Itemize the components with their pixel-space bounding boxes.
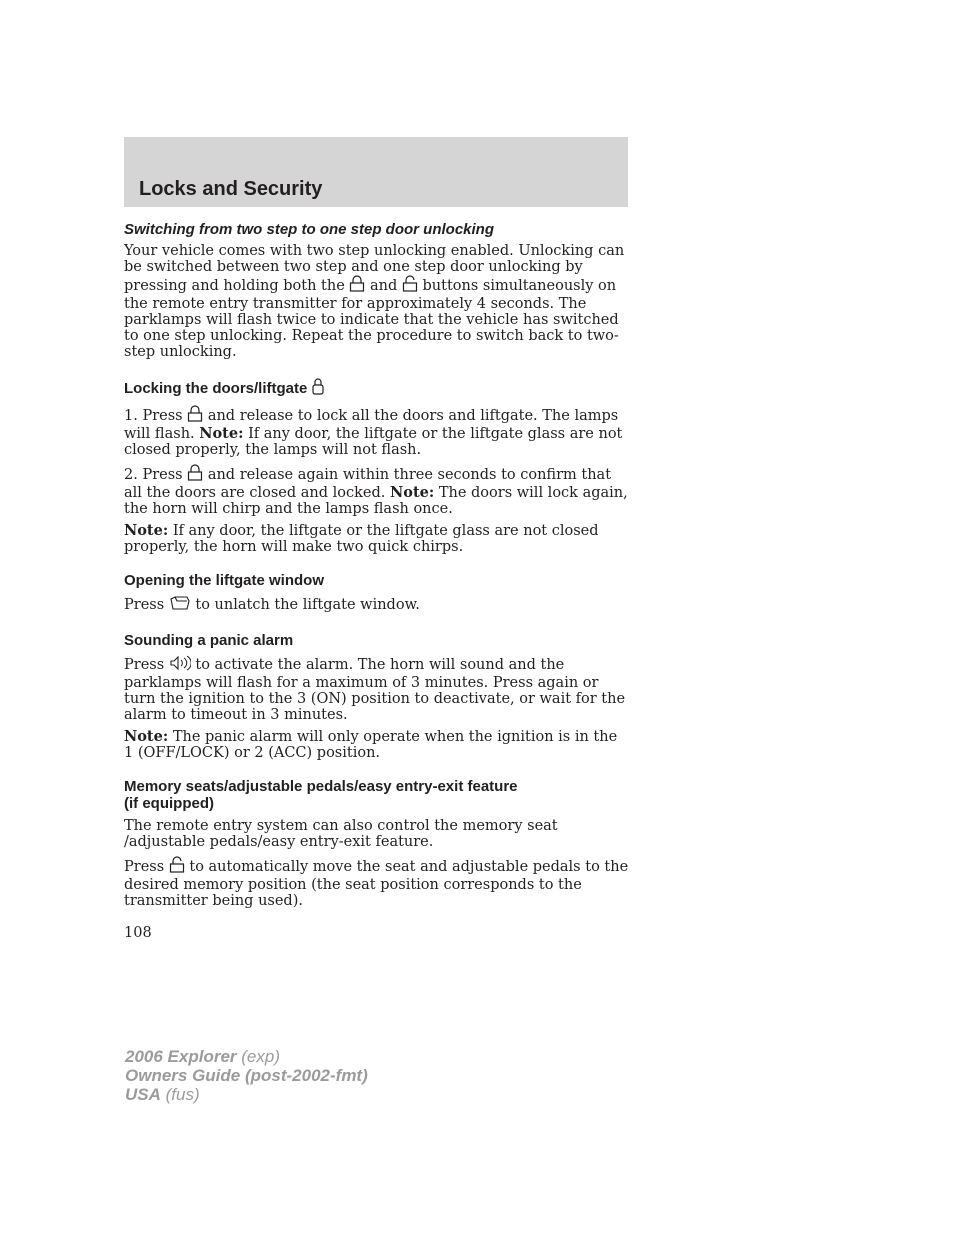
locking-p1-b: and release to lock all the doors and liftgate. The lamps will flash.	[124, 408, 619, 442]
locking-heading	[124, 377, 630, 399]
lock-icon	[312, 377, 324, 399]
locking-paragraph-2	[124, 464, 630, 517]
footer-market-code: (fus)	[165, 1085, 200, 1104]
locking-heading-text: Locking the doors/liftgate	[124, 380, 308, 397]
liftgate-paragraph	[124, 595, 630, 615]
panic-paragraph-2	[124, 729, 630, 761]
panic-paragraph-1	[124, 655, 630, 723]
locking-p2-c: The doors will lock again, the horn will chirp and the lamps flash once.	[124, 485, 628, 517]
memory-heading-line2: (if equipped)	[124, 795, 214, 812]
note-label: Note:	[390, 484, 435, 501]
note-label: Note:	[124, 728, 169, 745]
panic-p1-a: Press	[124, 657, 165, 673]
locking-p1-c: If any door, the liftgate or the liftgate glass are not closed properly, the lamps will not flash.	[124, 426, 623, 458]
switching-text-c: buttons simultaneously on the remote entry transmitter for approximately 4 seconds. The parklamps will flash twice to indicate that the vehicle has switched to one step unlocking. Repeat the procedure to switch back to two-step unlocking.	[124, 278, 619, 360]
lock-icon	[349, 275, 365, 296]
locking-paragraph-3	[124, 523, 630, 555]
memory-paragraph-2	[124, 856, 630, 909]
footer-market: USA	[125, 1085, 161, 1104]
panic-heading: Sounding a panic alarm	[124, 632, 294, 649]
unlock-icon	[169, 856, 185, 877]
locking-p2-a: 2. Press	[124, 467, 183, 483]
footer	[125, 1047, 368, 1104]
lock-icon	[187, 464, 203, 485]
footer-guide: Owners Guide (post-2002-fmt)	[125, 1066, 368, 1085]
unlock-icon	[402, 275, 418, 296]
header-band	[124, 137, 628, 207]
liftgate-p1-a: Press	[124, 597, 165, 613]
footer-model-code: (exp)	[241, 1047, 280, 1066]
memory-heading	[124, 778, 630, 812]
panic-p2-c: The panic alarm will only operate when the ignition is in the 1 (OFF/LOCK) or 2 (ACC) position.	[124, 729, 618, 761]
footer-line-2	[125, 1066, 368, 1085]
locking-p1-a: 1. Press	[124, 408, 183, 424]
footer-line-1	[125, 1047, 368, 1066]
memory-heading-line1: Memory seats/adjustable pedals/easy entry-exit feature	[124, 778, 518, 795]
locking-paragraph-1	[124, 405, 630, 458]
switching-text-b: and	[370, 278, 398, 294]
footer-model: 2006 Explorer	[125, 1047, 237, 1066]
switching-paragraph	[124, 243, 630, 360]
footer-line-3	[125, 1085, 368, 1104]
liftgate-icon	[169, 595, 191, 615]
memory-p2-b: to automatically move the seat and adjustable pedals to the desired memory position (the seat position corresponds to the transmitter being used).	[124, 859, 629, 909]
page-number: 108	[124, 925, 152, 941]
locking-p3-c: If any door, the liftgate or the liftgate glass are not closed properly, the horn will make two quick chirps.	[124, 523, 599, 555]
liftgate-heading: Opening the liftgate window	[124, 572, 324, 589]
panic-p1-b: to activate the alarm. The horn will sound and the parklamps will flash for a maximum of 3 minutes. Press again or turn the ignition to the 3 (ON) position to deactivate, or wait for the alarm to timeout in 3 minutes.	[124, 657, 626, 723]
page-title: Locks and Security	[139, 178, 323, 200]
lock-icon	[187, 405, 203, 426]
note-label: Note:	[124, 522, 169, 539]
switching-heading: Switching from two step to one step door unlocking	[124, 221, 494, 238]
liftgate-p1-b: to unlatch the liftgate window.	[195, 597, 420, 613]
note-label: Note:	[199, 425, 244, 442]
content	[124, 218, 630, 915]
memory-p2-a: Press	[124, 859, 165, 875]
locking-p2-b: and release again within three seconds to confirm that all the doors are closed and locked.	[124, 467, 612, 501]
switching-text-a: Your vehicle comes with two step unlocking enabled. Unlocking can be switched between two step and one step door unlocking by pressing and holding both the	[124, 243, 625, 294]
memory-paragraph-1: The remote entry system can also control the memory seat /adjustable pedals/easy entry-exit feature.	[124, 818, 558, 850]
panic-icon	[169, 655, 191, 675]
